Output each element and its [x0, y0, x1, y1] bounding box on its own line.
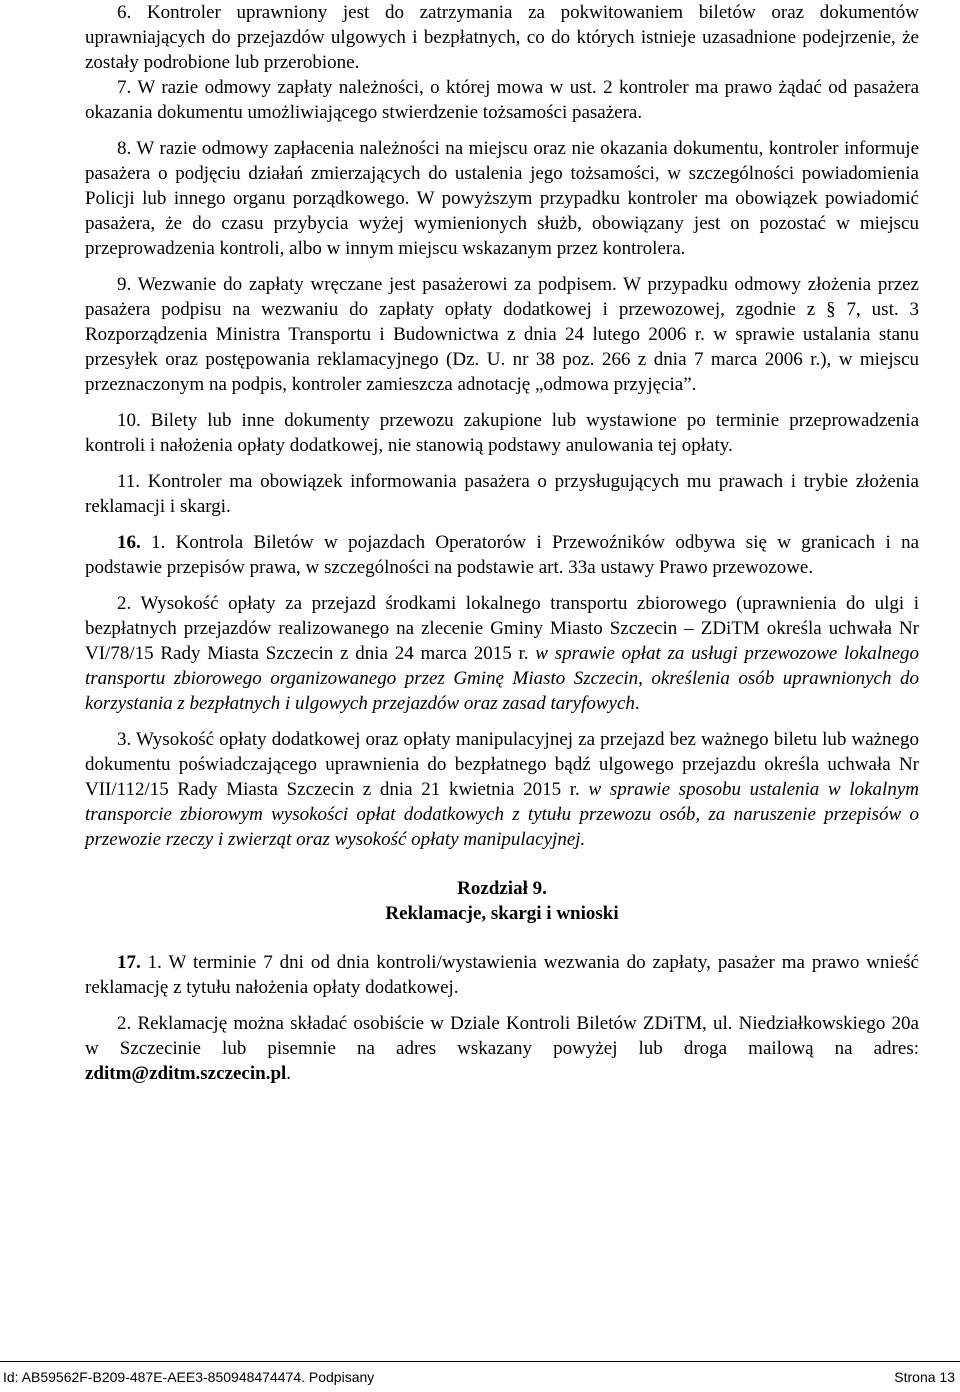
section-16-paragraph-1	[85, 530, 919, 580]
document-page	[85, 0, 919, 1086]
document-id: Id: AB59562F-B209-487E-AEE3-850948474474. Podpisany	[3, 1369, 375, 1385]
chapter-subtitle: Reklamacje, skargi i wnioski	[385, 903, 619, 924]
paragraph-7: 7. W razie odmowy zapłaty należności, o której mowa w ust. 2 kontroler ma prawo żądać od pasażera okazania dokumentu umożliwiającego stwierdzenie tożsamości pasażera.	[85, 77, 919, 123]
section-16-1-text: 1. Kontrola Biletów w pojazdach Operatorów i Przewoźników odbywa się w granicach i na podstawie przepisów prawa, w szczególności na podstawie art. 33a ustawy Prawo przewozowe.	[85, 532, 919, 578]
chapter-title: Rozdział 9.	[457, 878, 547, 899]
section-17-number: 17.	[117, 952, 141, 973]
section-16-2-text: 2. Wysokość opłaty za przejazd środkami lokalnego transportu zbiorowego (uprawnienia do ulgi i bezpłatnych przejazdów realizowanego na zlecenie Gminy Miasto Szczecin – ZDiTM określa uchwała Nr VI/78/15 Rady Miasta Szczecin z dnia 24 marca 2015 r.	[85, 593, 919, 664]
page-footer	[0, 1361, 960, 1392]
paragraph-8: 8. W razie odmowy zapłacenia należności na miejscu oraz nie okazania dokumentu, kontroler informuje pasażera o podjęciu działań zmierzających do ustalenia jego tożsamości, w szczególności powiadomienia Policji lub innego organu porządkowego. W powyższym przypadku kontroler ma obowiązek powiadomić pasażera, że do czasu przybycia wyżej wymienionych służb, obowiązany jest on pozostać w miejscu przeprowadzenia kontroli, albo w innym miejscu wskazanym przez kontrolera.	[85, 138, 919, 259]
section-17-2-text: 2. Reklamację można składać osobiście w Dziale Kontroli Biletów ZDiTM, ul. Niedziałkowskiego 20a w Szczecinie lub pisemnie na adres wskazany powyżej lub droga mailową na adres:	[85, 1013, 919, 1059]
section-17-paragraph-2	[85, 1011, 919, 1086]
section-17-paragraph-1	[85, 950, 919, 1000]
paragraph-10: 10. Bilety lub inne dokumenty przewozu zakupione lub wystawione po terminie przeprowadzenia kontroli i nałożenia opłaty dodatkowej, nie stanowią podstawy anulowania tej opłaty.	[85, 410, 919, 456]
section-16-2-italic: w sprawie opłat za usługi przewozowe lokalnego transportu zbiorowego organizowanego przez Gminę Miasto Szczecin, określenia osób uprawnionych do korzystania z bezpłatnych i ulgowych przejazdów oraz zasad taryfowych	[85, 643, 920, 714]
paragraph-11: 11. Kontroler ma obowiązek informowania pasażera o przysługujących mu prawach i trybie złożenia reklamacji i skargi.	[85, 471, 919, 517]
section-16-number: 16.	[117, 532, 141, 553]
page-number: Strona 13	[894, 1369, 955, 1385]
section-16-3-text: 3. Wysokość opłaty dodatkowej oraz opłaty manipulacyjnej za przejazd bez ważnego biletu lub ważnego dokumentu poświadczającego uprawnienia do bezpłatnego bądź ulgowego przejazdu określa uchwała Nr VII/112/15 Rady Miasta Szczecin z dnia 21 kwietnia 2015 r.	[85, 729, 919, 800]
section-16-paragraph-2	[85, 591, 919, 716]
paragraph-9: 9. Wezwanie do zapłaty wręczane jest pasażerowi za podpisem. W przypadku odmowy złożenia przez pasażera podpisu na wezwaniu do zapłaty opłaty dodatkowej i przewozowej, zgodnie z § 7, ust. 3 Rozporządzenia Ministra Transportu i Budownictwa z dnia 24 lutego 2006 r. w sprawie ustalania stanu przesyłek oraz postępowania reklamacyjnego (Dz. U. nr 38 poz. 266 z dnia 7 marca 2006 r.), w miejscu przeznaczonym na podpis, kontroler zamieszcza adnotację „odmowa przyjęcia”.	[85, 274, 919, 395]
section-16-paragraph-3	[85, 727, 919, 852]
section-16-2-end: .	[634, 693, 640, 714]
section-16-3-italic: w sprawie sposobu ustalenia w lokalnym transporcie zbiorowym wysokości opłat dodatkowych z tytułu przewozu osób, za naruszenie przepisów o przewozie rzeczy i zwierząt oraz wysokość opłaty manipulacyjnej.	[85, 779, 919, 850]
email-address: zditm@zditm.szczecin.pl	[85, 1063, 287, 1084]
paragraph-6: 6. Kontroler uprawniony jest do zatrzymania za pokwitowaniem biletów oraz dokumentów uprawniających do przejazdów ulgowych i bezpłatnych, co do których istnieje uzasadnione podejrzenie, że zostały podrobione lub przerobione.	[85, 2, 919, 73]
section-17-2-end: .	[286, 1063, 292, 1084]
section-17-1-text: 1. W terminie 7 dni od dnia kontroli/wystawienia wezwania do zapłaty, pasażer ma prawo wnieść reklamację z tytułu nałożenia opłaty dodatkowej.	[85, 952, 919, 998]
